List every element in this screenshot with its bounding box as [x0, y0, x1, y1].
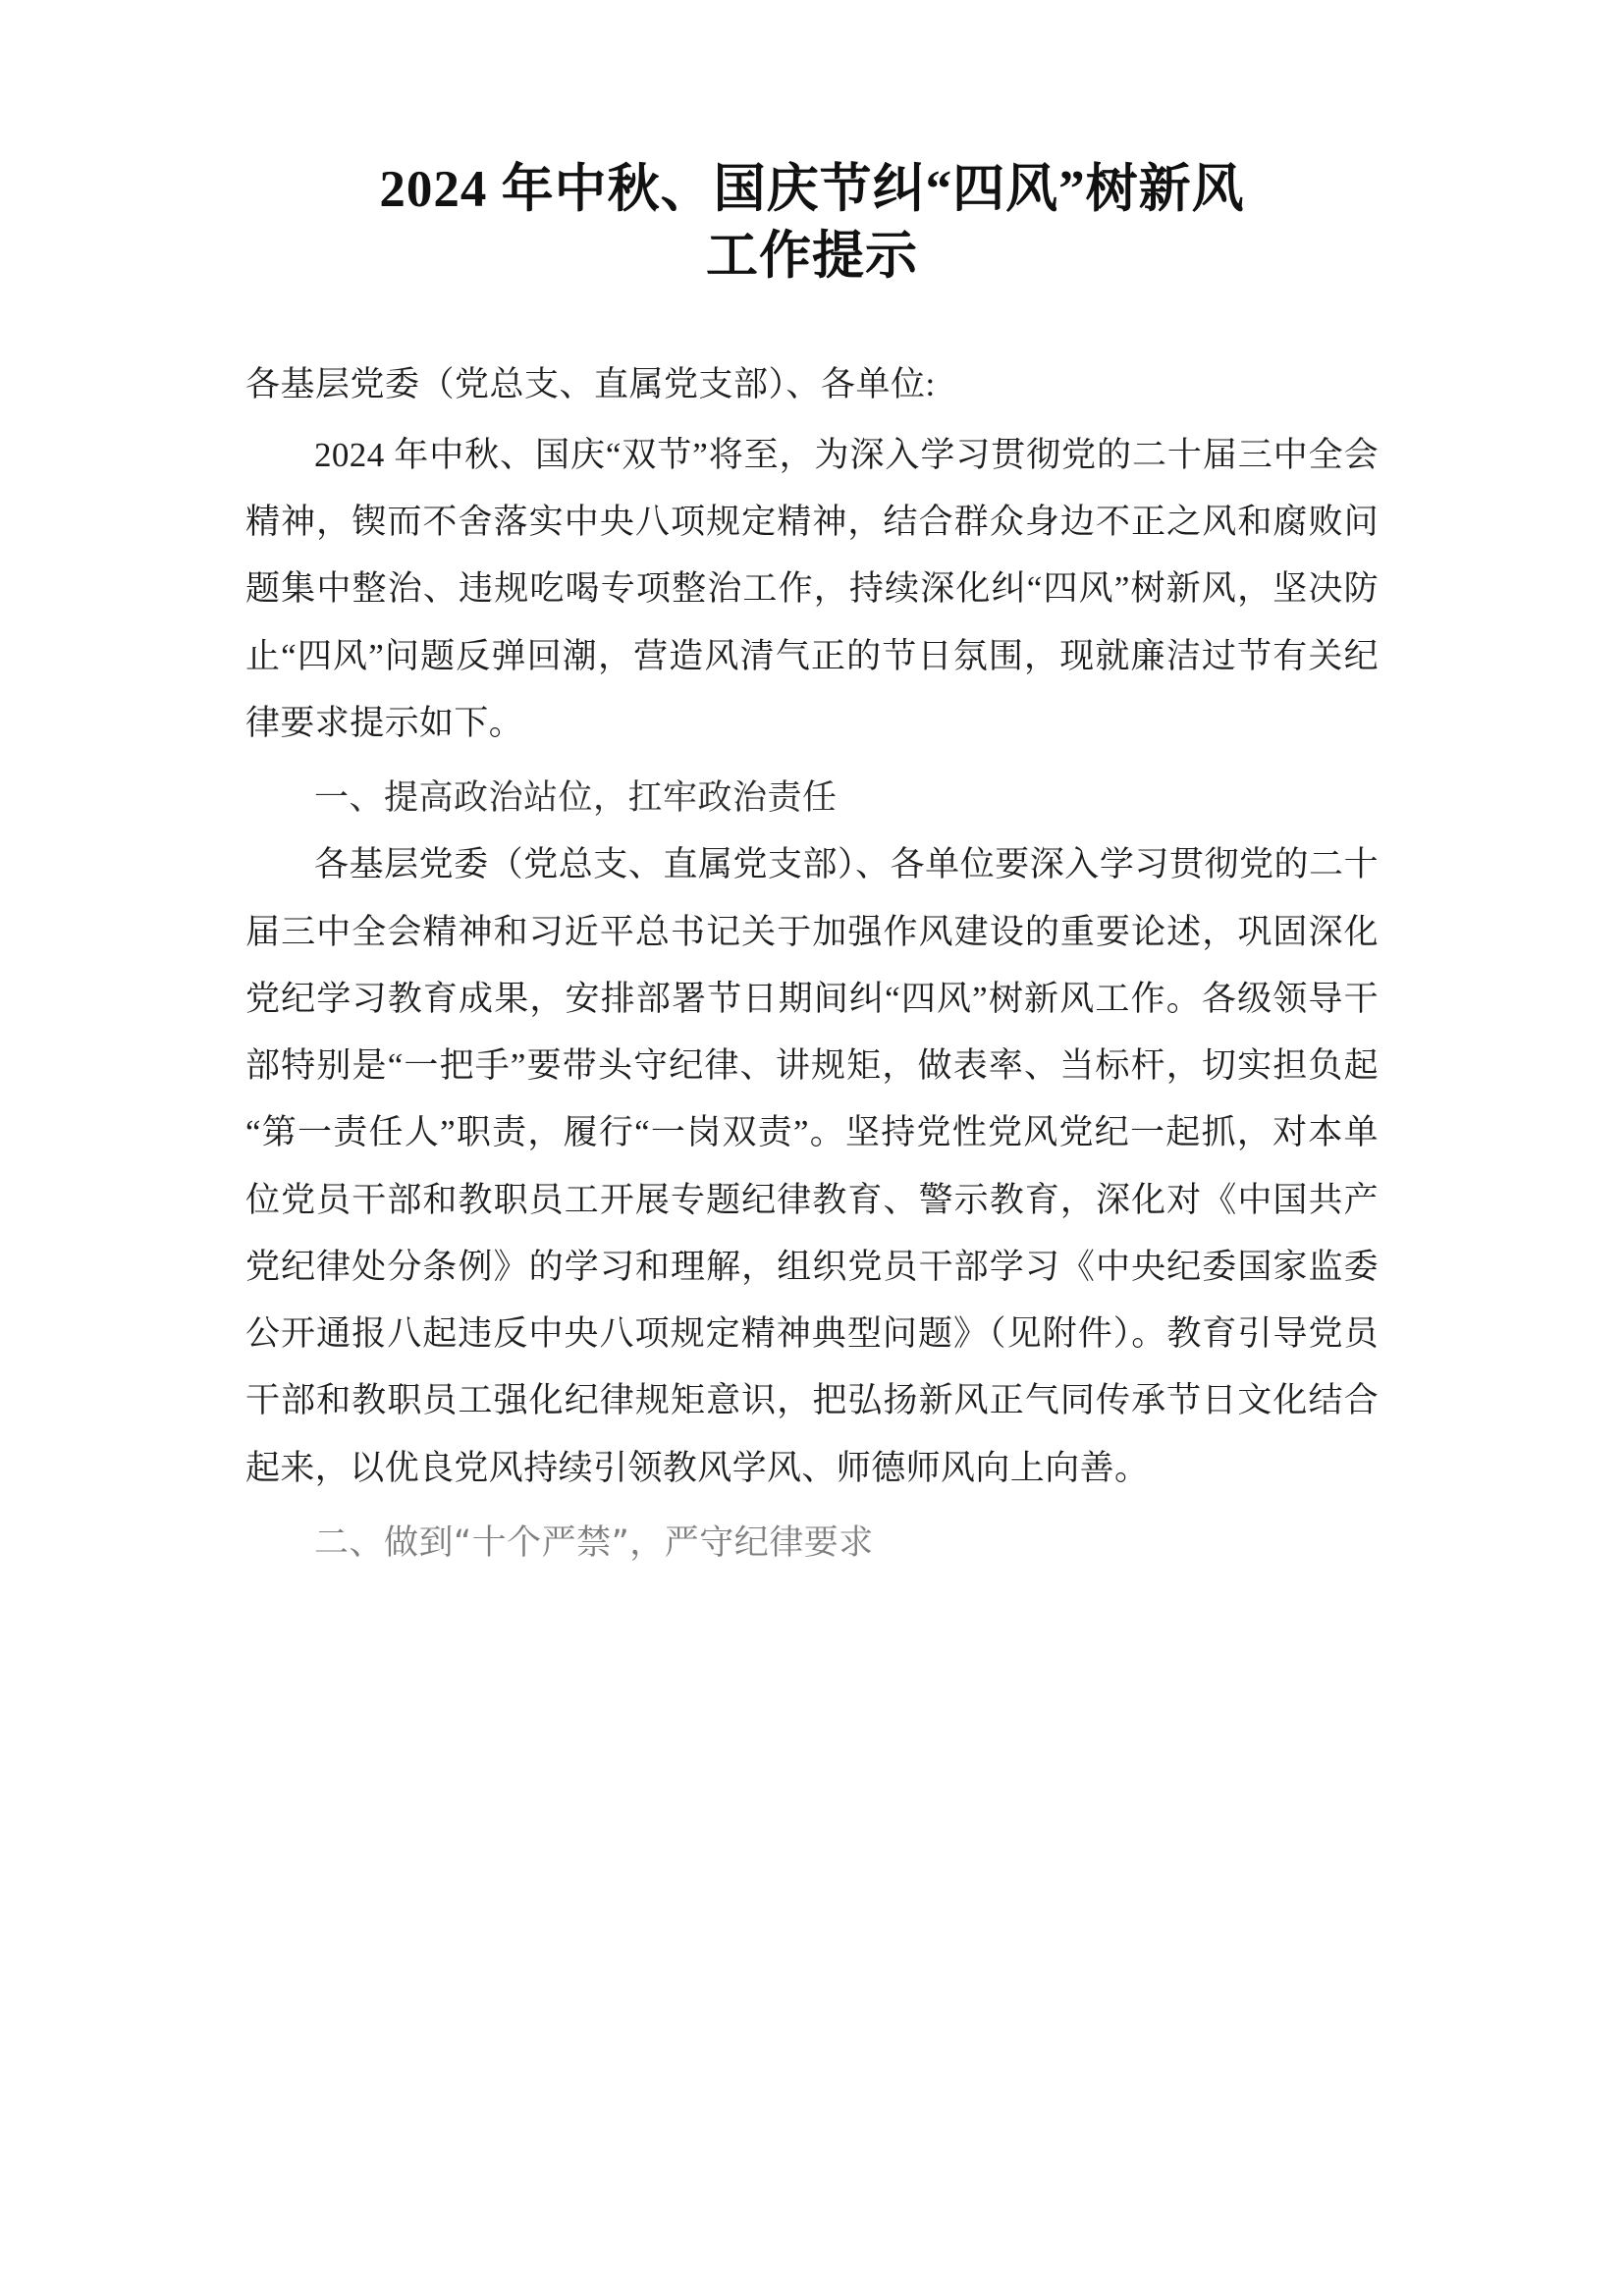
salutation: 各基层党委（党总支、直属党支部）、各单位:	[245, 364, 936, 403]
page-title	[245, 157, 1379, 291]
section-heading-2: 二、做到“十个严禁”，严守纪律要求	[314, 1522, 874, 1563]
intro-paragraph: 2024 年中秋、国庆“双节”将至，为深入学习贯彻党的二十届三中全会精神，锲而不舍落实中央八项规定精神，结合群众身边不正之风和腐败问题集中整治、违规吃喝专项整治工作，持续深化纠“四风”树新风，坚决防止“四风”问题反弹回潮，营造风清气正的节日氛围，现就廉洁过节有关纪律要求提示如下。	[245, 435, 1379, 742]
section-heading-1: 一、提高政治站位，扛牢政治责任	[314, 778, 838, 819]
section-body-1: 各基层党委（党总支、直属党支部）、各单位要深入学习贯彻党的二十届三中全会精神和习近平总书记关于加强作风建设的重要论述，巩固深化党纪学习教育成果，安排部署节日期间纠“四风”树新风工作。各级领导干部特别是“一把手”要带头守纪律、讲规矩，做表率、当标杆，切实担负起“第一责任人”职责，履行“一岗双责”。坚持党性党风党纪一起抓，对本单位党员干部和教职员工开展专题纪律教育、警示教育，深化对《中国共产党纪律处分条例》的学习和理解，组织党员干部学习《中央纪委国家监委公开通报八起违反中央八项规定精神典型问题》（见附件）。教育引导党员干部和教职员工强化纪律规矩意识，把弘扬新风正气同传承节日文化结合起来，以优良党风持续引领教风学风、师德师风向上向善。	[245, 845, 1379, 1487]
page-title-line-2: 工作提示	[706, 227, 918, 285]
page-title-line-1: 2024 年中秋、国庆节纠“四风”树新风	[379, 161, 1245, 218]
